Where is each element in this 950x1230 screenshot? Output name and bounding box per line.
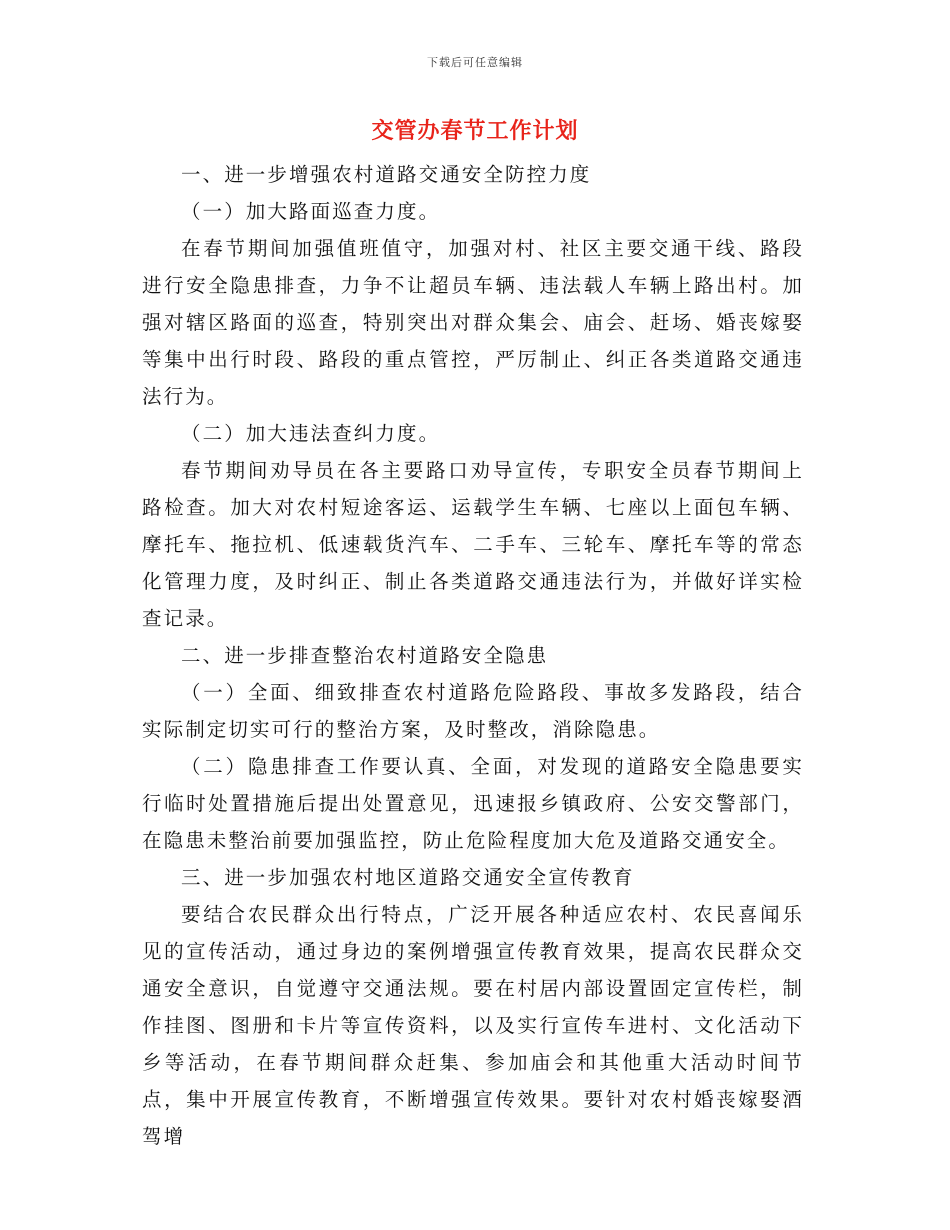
paragraph: 春节期间劝导员在各主要路口劝导宣传，专职安全员春节期间上路检查。加大对农村短途客运、运载学生车辆、七座以上面包车辆、摩托车、拖拉机、低速载货汽车、二手车、三轮车、摩托车等的常态化管理力度，及时纠正、制止各类道路交通违法行为，并做好详实检查记录。 [142,459,804,630]
header-note: 下载后可任意编辑 [427,56,523,69]
document-body [142,156,804,1155]
subsection-heading-1-1: （一）加大路面巡查力度。 [181,200,441,223]
paragraph: （二）隐患排查工作要认真、全面，对发现的道路安全隐患要实行临时处置措施后提出处置意见，迅速报乡镇政府、公安交警部门，在隐患未整治前要加强监控，防止危险程度加大危及道路交通安全。 [142,755,804,852]
section-heading-1: 一、进一步增强农村道路交通安全防控力度 [181,163,592,186]
section-heading-2: 二、进一步排查整治农村道路安全隐患 [181,644,549,667]
document-title: 交管办春节工作计划 [371,118,579,144]
paragraph: 在春节期间加强值班值守，加强对村、社区主要交通干线、路段进行安全隐患排查，力争不让超员车辆、违法载人车辆上路出村。加强对辖区路面的巡查，特别突出对群众集会、庙会、赶场、婚丧嫁娶等集中出行时段、路段的重点管控，严厉制止、纠正各类道路交通违法行为。 [142,237,804,408]
section-heading-3: 三、进一步加强农村地区道路交通安全宣传教育 [181,866,635,889]
paragraph: 要结合农民群众出行特点，广泛开展各种适应农村、农民喜闻乐见的宣传活动，通过身边的案例增强宣传教育效果，提高农民群众交通安全意识，自觉遵守交通法规。要在村居内部设置固定宣传栏，制作挂图、图册和卡片等宣传资料，以及实行宣传车进村、文化活动下乡等活动，在春节期间群众赶集、参加庙会和其他重大活动时间节点，集中开展宣传教育，不断增强宣传效果。要针对农村婚丧嫁娶酒驾增 [142,903,804,1148]
paragraph: （一）全面、细致排查农村道路危险路段、事故多发路段，结合实际制定切实可行的整治方案，及时整改，消除隐患。 [142,681,804,741]
subsection-heading-1-2: （二）加大违法查纠力度。 [181,422,441,445]
